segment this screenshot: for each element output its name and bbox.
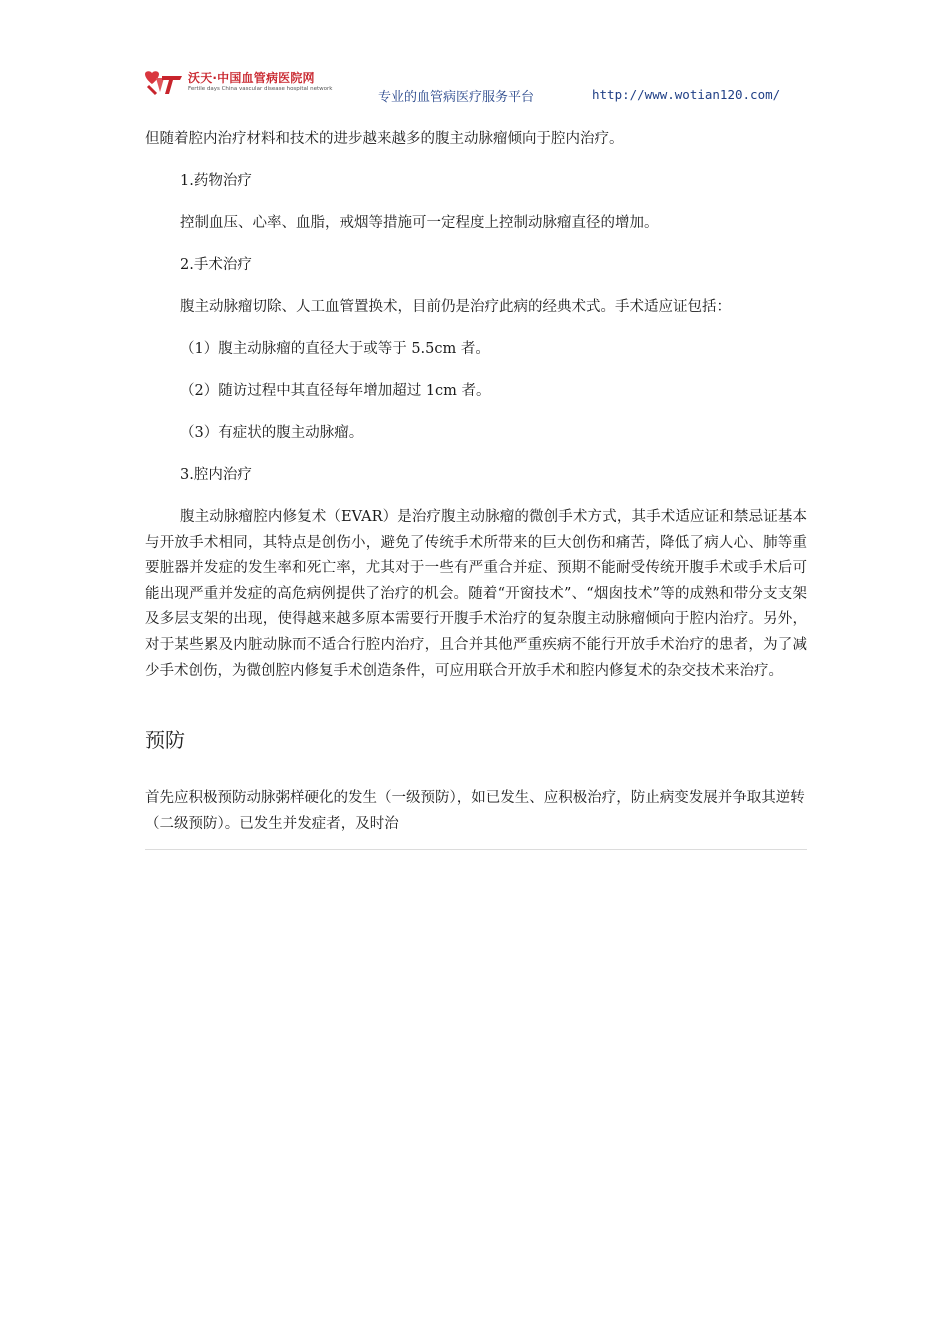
logo-mark-icon [142, 70, 184, 96]
intro-paragraph: 但随着腔内治疗材料和技术的进步越来越多的腹主动脉瘤倾向于腔内治疗。 [145, 131, 624, 147]
surgery-heading: 2.手术治疗 [180, 257, 252, 273]
drug-treatment-heading: 1.药物治疗 [180, 173, 252, 189]
indication-item-2: （2）随访过程中其直径每年增加超过 1cm 者。 [180, 383, 491, 399]
section-divider [145, 849, 807, 850]
prevention-text: 首先应积极预防动脉粥样硬化的发生（一级预防），如已发生、应积极治疗，防止病变发展并争取其逆转（二级预防）。已发生并发症者，及时治 [145, 790, 805, 833]
header-slogan: 专业的血管病医疗服务平台 [378, 90, 535, 105]
surgery-text: 腹主动脉瘤切除、人工血管置换术，目前仍是治疗此病的经典术式。手术适应证包括： [180, 299, 731, 315]
indication-item-1: （1）腹主动脉瘤的直径大于或等于 5.5cm 者。 [180, 341, 490, 357]
endovascular-heading: 3.腔内治疗 [180, 467, 252, 483]
header-url-link[interactable]: http://www.wotian120.com/ [592, 87, 781, 102]
logo-subtitle: Fertile days China vascular disease hospital network [188, 86, 333, 92]
site-logo[interactable] [142, 66, 332, 102]
prevention-title: 预防 [145, 728, 185, 753]
page-header [0, 0, 950, 110]
indication-item-3: （3）有症状的腹主动脉瘤。 [180, 425, 364, 441]
article-body [145, 127, 807, 850]
endovascular-text: 腹主动脉瘤腔内修复术（EVAR）是治疗腹主动脉瘤的微创手术方式，其手术适应证和禁忌证基本与开放手术相同，其特点是创伤小，避免了传统手术所带来的巨大创伤和痛苦，降低了病人心、肺等重要脏器并发症的发生率和死亡率，尤其对于一些有严重合并症、预期不能耐受传统开腹手术或手术后可能出现严重并发症的高危病例提供了治疗的机会。随着“开窗技术”、“烟囱技术”等的成熟和带分支支架及多层支架的出现，使得越来越多原本需要行开腹手术治疗的复杂腹主动脉瘤倾向于腔内治疗。另外，对于某些累及内脏动脉而不适合行腔内治疗，且合并其他严重疾病不能行开放手术治疗的患者，为了减少手术创伤，为微创腔内修复手术创造条件，可应用联合开放手术和腔内修复术的杂交技术来治疗。 [145, 509, 807, 679]
drug-treatment-text: 控制血压、心率、血脂，戒烟等措施可一定程度上控制动脉瘤直径的增加。 [180, 215, 659, 231]
logo-title: 沃天·中国血管病医院网 [188, 71, 315, 85]
